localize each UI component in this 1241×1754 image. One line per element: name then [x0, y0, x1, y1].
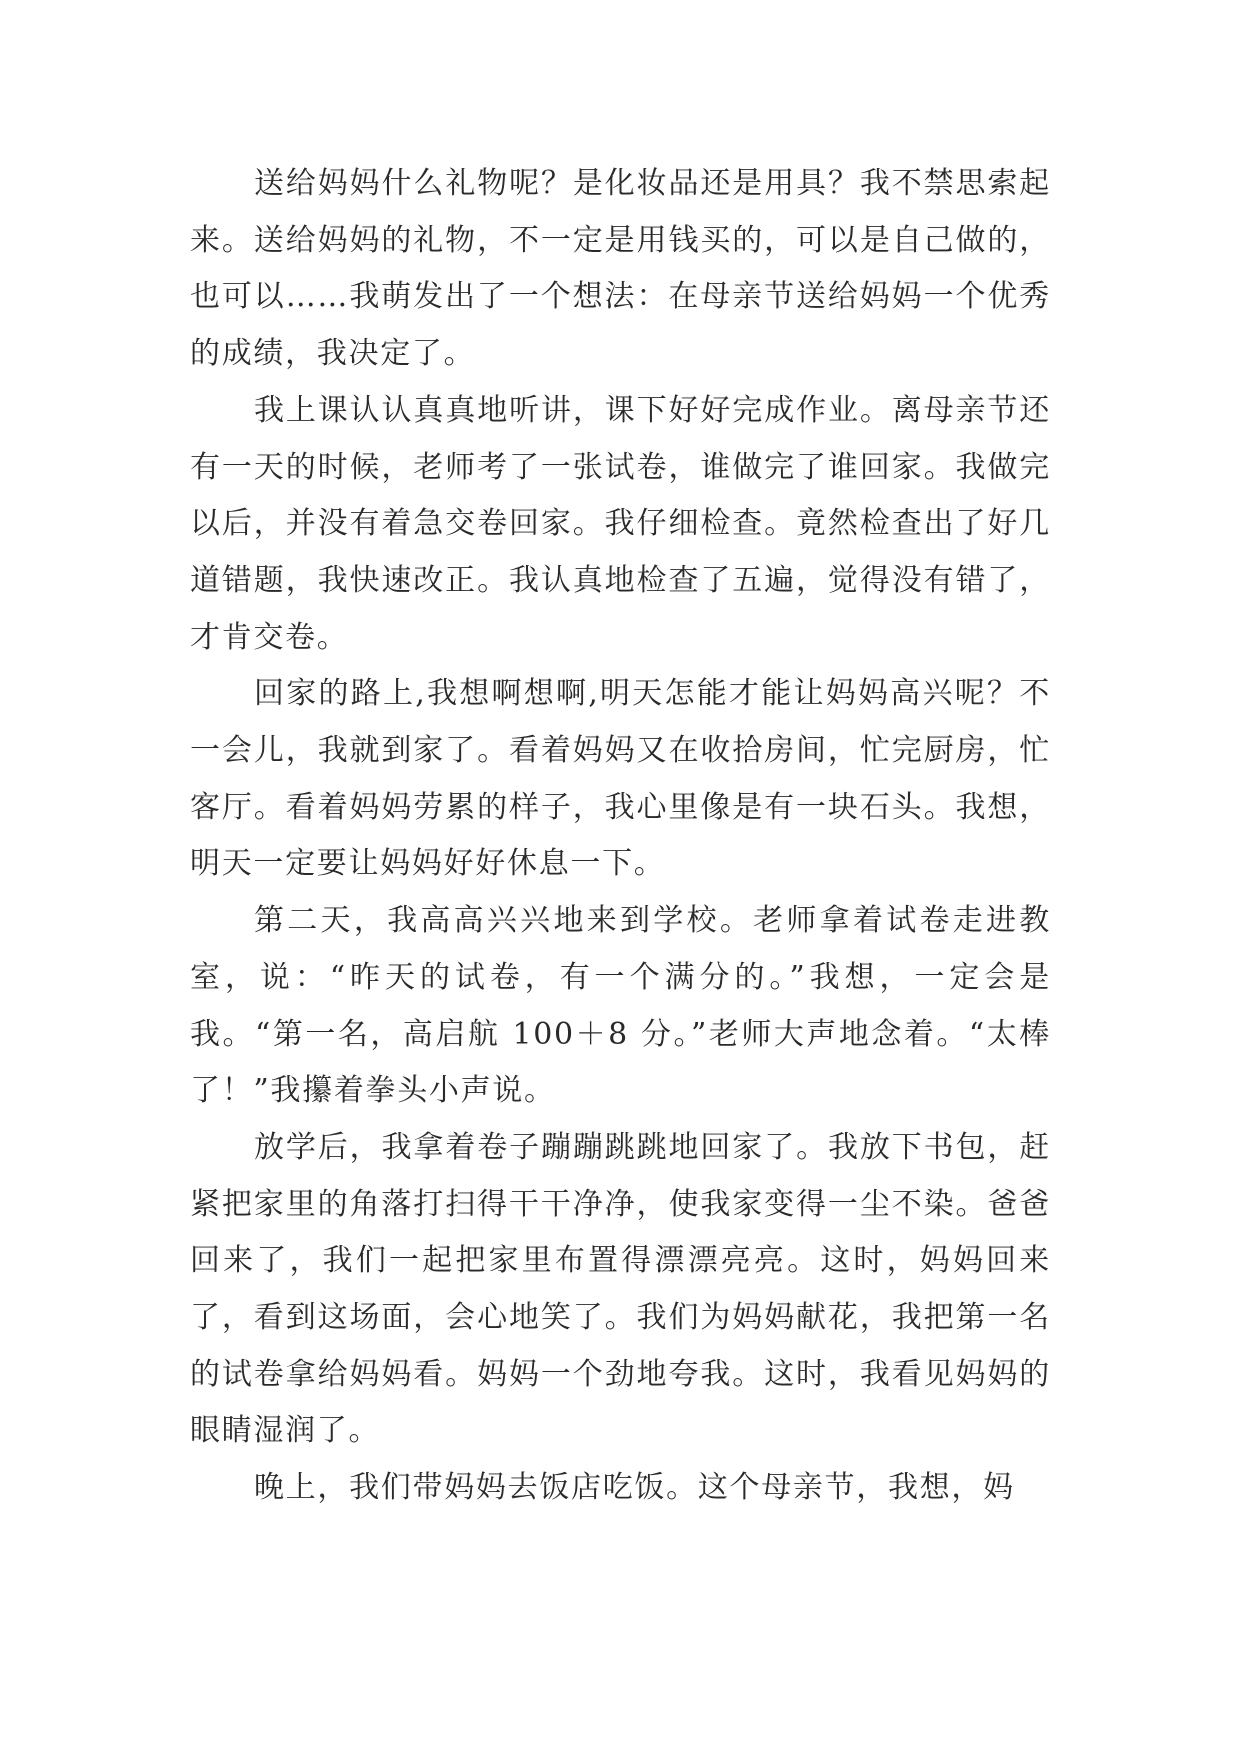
paragraph-3: 回家的路上,我想啊想啊,明天怎能才能让妈妈高兴呢？不一会儿，我就到家了。看着妈妈又在收拾房间，忙完厨房，忙客厅。看着妈妈劳累的样子，我心里像是有一块石头。我想，明天一定要让妈妈好好休息一下。 [190, 676, 1051, 882]
paragraph-5: 放学后，我拿着卷子蹦蹦跳跳地回家了。我放下书包，赶紧把家里的角落打扫得干干净净，使我家变得一尘不染。爸爸回来了，我们一起把家里布置得漂漂亮亮。这时，妈妈回来了，看到这场面，会心地笑了。我们为妈妈献花，我把第一名的试卷拿给妈妈看。妈妈一个劲地夸我。这时，我看见妈妈的眼睛湿润了。 [190, 1129, 1051, 1449]
paragraph-1: 送给妈妈什么礼物呢？是化妆品还是用具？我不禁思索起来。送给妈妈的礼物，不一定是用钱买的，可以是自己做的，也可以……我萌发出了一个想法：在母亲节送给妈妈一个优秀的成绩，我决定了。 [190, 166, 1051, 372]
essay-body [190, 156, 1051, 1517]
paragraph-6: 晚上，我们带妈妈去饭店吃饭。这个母亲节，我想，妈 [254, 1470, 1015, 1506]
paragraph-4: 第二天，我高高兴兴地来到学校。老师拿着试卷走进教室，说：“昨天的试卷，有一个满分的。”我想，一定会是我。“第一名，高启航 100＋8 分。”老师大声地念着。“太棒了！”我攥着拳头小声说。 [190, 903, 1051, 1109]
paragraph-2: 我上课认认真真地听讲，课下好好完成作业。离母亲节还有一天的时候，老师考了一张试卷，谁做完了谁回家。我做完以后，并没有着急交卷回家。我仔细检查。竟然检查出了好几道错题，我快速改正。我认真地检查了五遍，觉得没有错了，才肯交卷。 [190, 392, 1051, 655]
